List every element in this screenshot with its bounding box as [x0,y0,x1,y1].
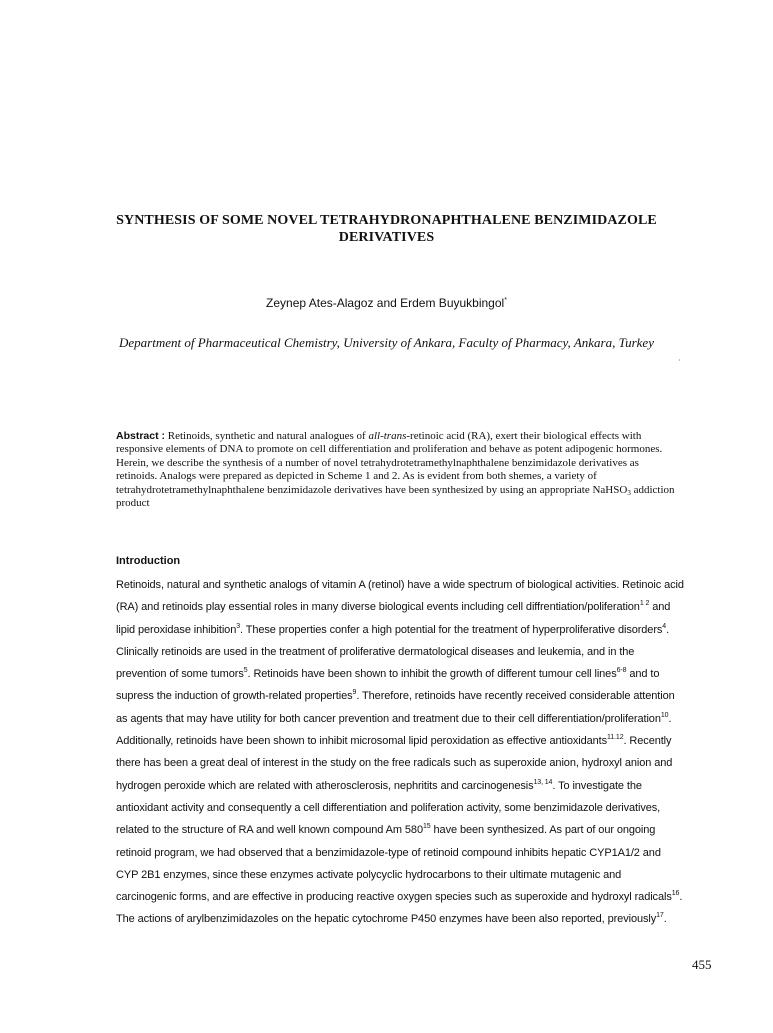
abstract-label: Abstract : [116,430,166,442]
intro-text: . [663,913,667,926]
intro-text: Retinoids, natural and synthetic analogs of vitamin A (retinol) have a wide spectrum of biological activities. Retinoic acid (RA) and retinoids play essential roles in many diverse biological events including cell diffrentiation/poliferation [116,579,684,614]
intro-text: . The actions of arylbenzimidazoles on the hepatic cytochrome P450 enzymes have been also reported, previously [116,891,683,926]
intro-text: . These properties confer a high potential for the treatment of hyperproliferative disorders [240,623,663,636]
introduction-body [116,574,684,931]
citation: 5 [243,667,248,675]
abstract-italic: all-trans [368,430,407,442]
citation: 17 [656,912,664,920]
author-names: Zeynep Ates-Alagoz and Erdem Buyukbingol [266,296,505,310]
stray-mark: · [678,356,681,365]
intro-text: and lipid peroxidase inhibition [116,601,671,636]
authors [100,296,673,310]
citation: 15 [422,823,431,831]
citation: 10 [660,711,669,719]
citation: 3 [236,622,241,630]
intro-text: . To investigate the antioxidant activity and consequently a cell differentiation and poliferation activity, some benzimidazole derivatives, related to the structure of RA and well known compound Am 580 [116,779,661,837]
citation: 13, 14 [533,778,553,786]
page-number: 455 [692,957,712,972]
intro-text: and to supress the induction of growth-related properties [116,668,660,703]
abstract-text-1: Retinoids, synthetic and natural analogues of [165,430,369,442]
paper-title [100,212,673,246]
citation: 9 [352,689,357,697]
title-line-1: SYNTHESIS OF SOME NOVEL TETRAHYDRONAPHTHALENE BENZIMIDAZOLE [116,213,657,228]
intro-text: have been synthesized. As part of our ongoing retinoid program, we had observed that a benzimidazole-type of retinoid compound inhibits hepatic CYP1A1/2 and CYP 2B1 enzymes, since these enzymes activate polycyclic hydrocarbons to their ultimate mutagenic and carcinogenic forms, and are effective in producing reactive oxygen species such as superoxide and hydroxyl radicals [116,824,672,904]
corresponding-author-mark: * [504,297,507,304]
citation: 11.12 [607,734,624,742]
title-line-2: DERIVATIVES [338,230,435,245]
abstract [116,430,678,510]
intro-text: . Retinoids have been shown to inhibit the growth of different tumour cell lines [247,668,617,681]
citation: 1 2 [639,600,650,608]
intro-text: . Recently there has been a great deal of interest in the study on the free radicals such as superoxide anion, hydroxyl anion and hydrogen peroxide which are related with atherosclerosis, nephritits and carcinogenesis [116,735,673,792]
citation: 16 [671,890,680,898]
abstract-text-3: addiction product [116,483,675,510]
citation: 6-8 [616,667,627,675]
introduction-heading: Introduction [116,555,181,567]
affiliation: Department of Pharmaceutical Chemistry, University of Ankara, Faculty of Pharmacy, Ankara, Turkey [119,335,654,350]
intro-text: . Therefore, retinoids have recently received considerable attention as agents that may have utility for both cancer prevention and treatment due to their cell differentiation/proliferation [116,690,675,725]
intro-text: . Additionally, retinoids have been shown to inhibit microsomal lipid peroxidation as effective antioxidants [116,712,672,748]
abstract-text-2: -retinoic acid (RA), exert their biological effects with responsive elements of DNA to promote on cell differentiation and proliferation and behave as potent adipogenic hormones. Herein, we describe the synthesis of a number of novel tetrahydrotetramethylnaphthalene benzimidazole derivatives as retinoids. Analogs were prepared as depicted in Scheme 1 and 2. As is evident from both shemes, a variety of tetrahydrotetramethylnaphthalene benzimidazole derivatives have been synthesized by using an appropriate NaHSO [116,430,663,496]
intro-text: . Clinically retinoids are used in the treatment of proliferative dermatological diseases and leukemia, and in the prevention of some tumors [116,623,670,681]
citation: 4 [662,622,667,630]
abstract-subscript: 3 [627,488,631,497]
